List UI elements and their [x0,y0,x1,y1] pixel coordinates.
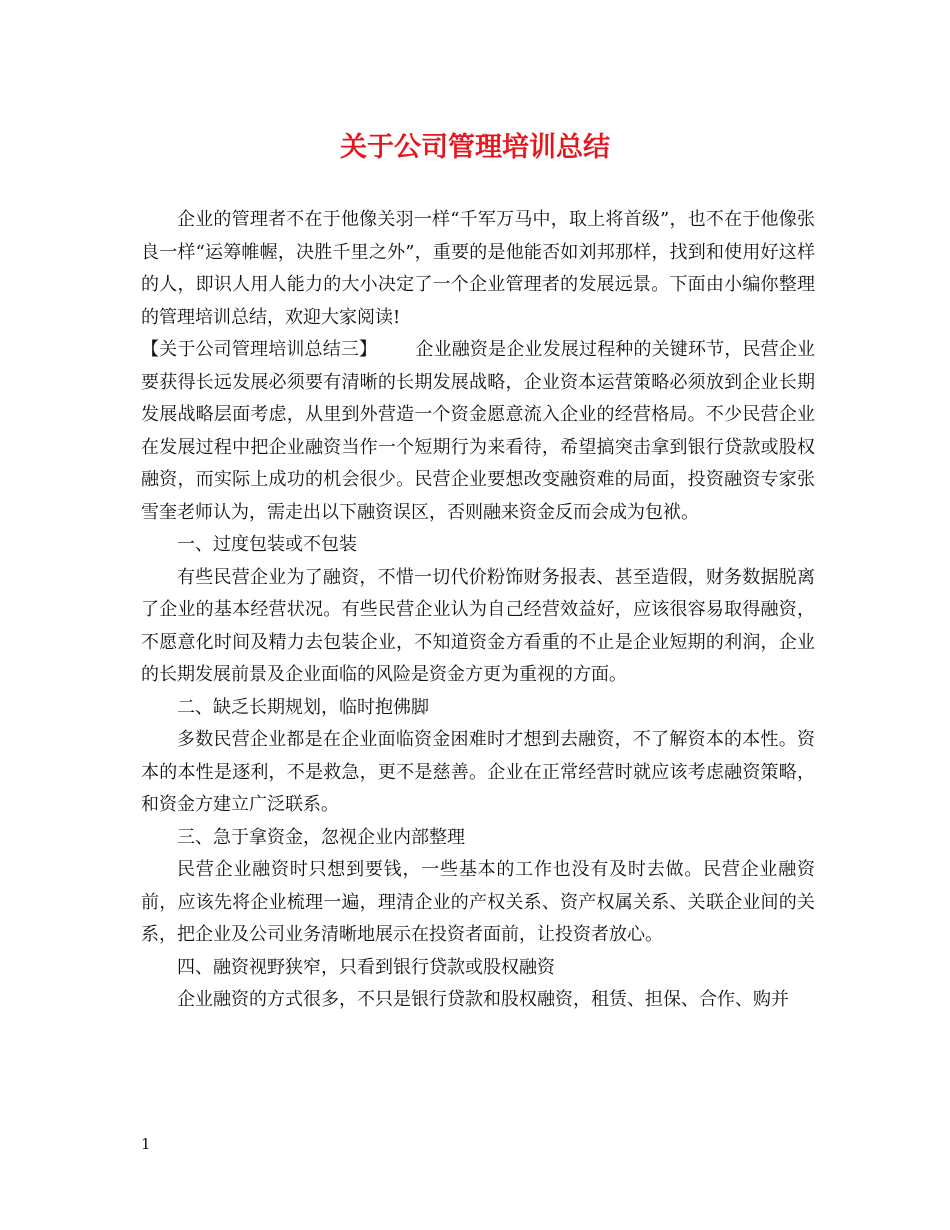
paragraph-4: 企业融资的方式很多，不只是银行贷款和股权融资，租赁、担保、合作、购并 [177,989,789,1010]
heading-2: 二、缺乏长期规划，临时抱佛脚 [177,696,429,718]
paragraph-2: 多数民营企业都是在企业面临资金困难时才想到去融资，不了解资本的本性。资本的本性是逐利，不是救急，更不是慈善。企业在正常经营时就应该考虑融资策略，和资金方建立广泛联系。 [141,729,815,815]
paragraph-3: 民营企业融资时只想到要钱，一些基本的工作也没有及时去做。民营企业融资前，应该先将企业梳理一遍，理清企业的产权关系、资产权属关系、关联企业间的关系，把企业及公司业务清晰地展示在投资者面前，让投资者放心。 [141,859,815,945]
heading-3: 三、急于拿资金，忽视企业内部整理 [177,826,465,848]
heading-1: 一、过度包装或不包装 [177,534,357,555]
document-body [141,204,815,1017]
page-number: 1 [141,1135,151,1153]
section-tag: 【关于公司管理培训总结三】 [141,339,378,360]
document-title: 关于公司管理培训总结 [340,132,610,163]
section-paragraph [141,334,815,529]
intro-paragraph: 企业的管理者不在于他像关羽一样“千军万马中，取上将首级”，也不在于他像张良一样“运筹帷幄，决胜千里之外”，重要的是他能否如刘邦那样，找到和使用好这样的人，即识人用人能力的大小决定了一个企业管理者的发展远景。下面由小编你整理的管理培训总结，欢迎大家阅读! [141,209,815,328]
paragraph-1: 有些民营企业为了融资，不惜一切代价粉饰财务报表、甚至造假，财务数据脱离了企业的基本经营状况。有些民营企业认为自己经营效益好，应该很容易取得融资，不愿意化时间及精力去包装企业，不知道资金方看重的不止是企业短期的利润，企业的长期发展前景及企业面临的风险是资金方更为重视的方面。 [141,566,815,685]
section-text: 企业融资是企业发展过程种的关键环节，民营企业要获得长远发展必须要有清晰的长期发展战略，企业资本运营策略必须放到企业长期发展战略层面考虑，从里到外营造一个资金愿意流入企业的经营格局。不少民营企业在发展过程中把企业融资当作一个短期行为来看待，希望搞突击拿到银行贷款或股权融资，而实际上成功的机会很少。民营企业要想改变融资难的局面，投资融资专家张雪奎老师认为，需走出以下融资误区，否则融来资金反而会成为包袱。 [141,339,816,523]
heading-4: 四、融资视野狭窄，只看到银行贷款或股权融资 [177,956,555,978]
